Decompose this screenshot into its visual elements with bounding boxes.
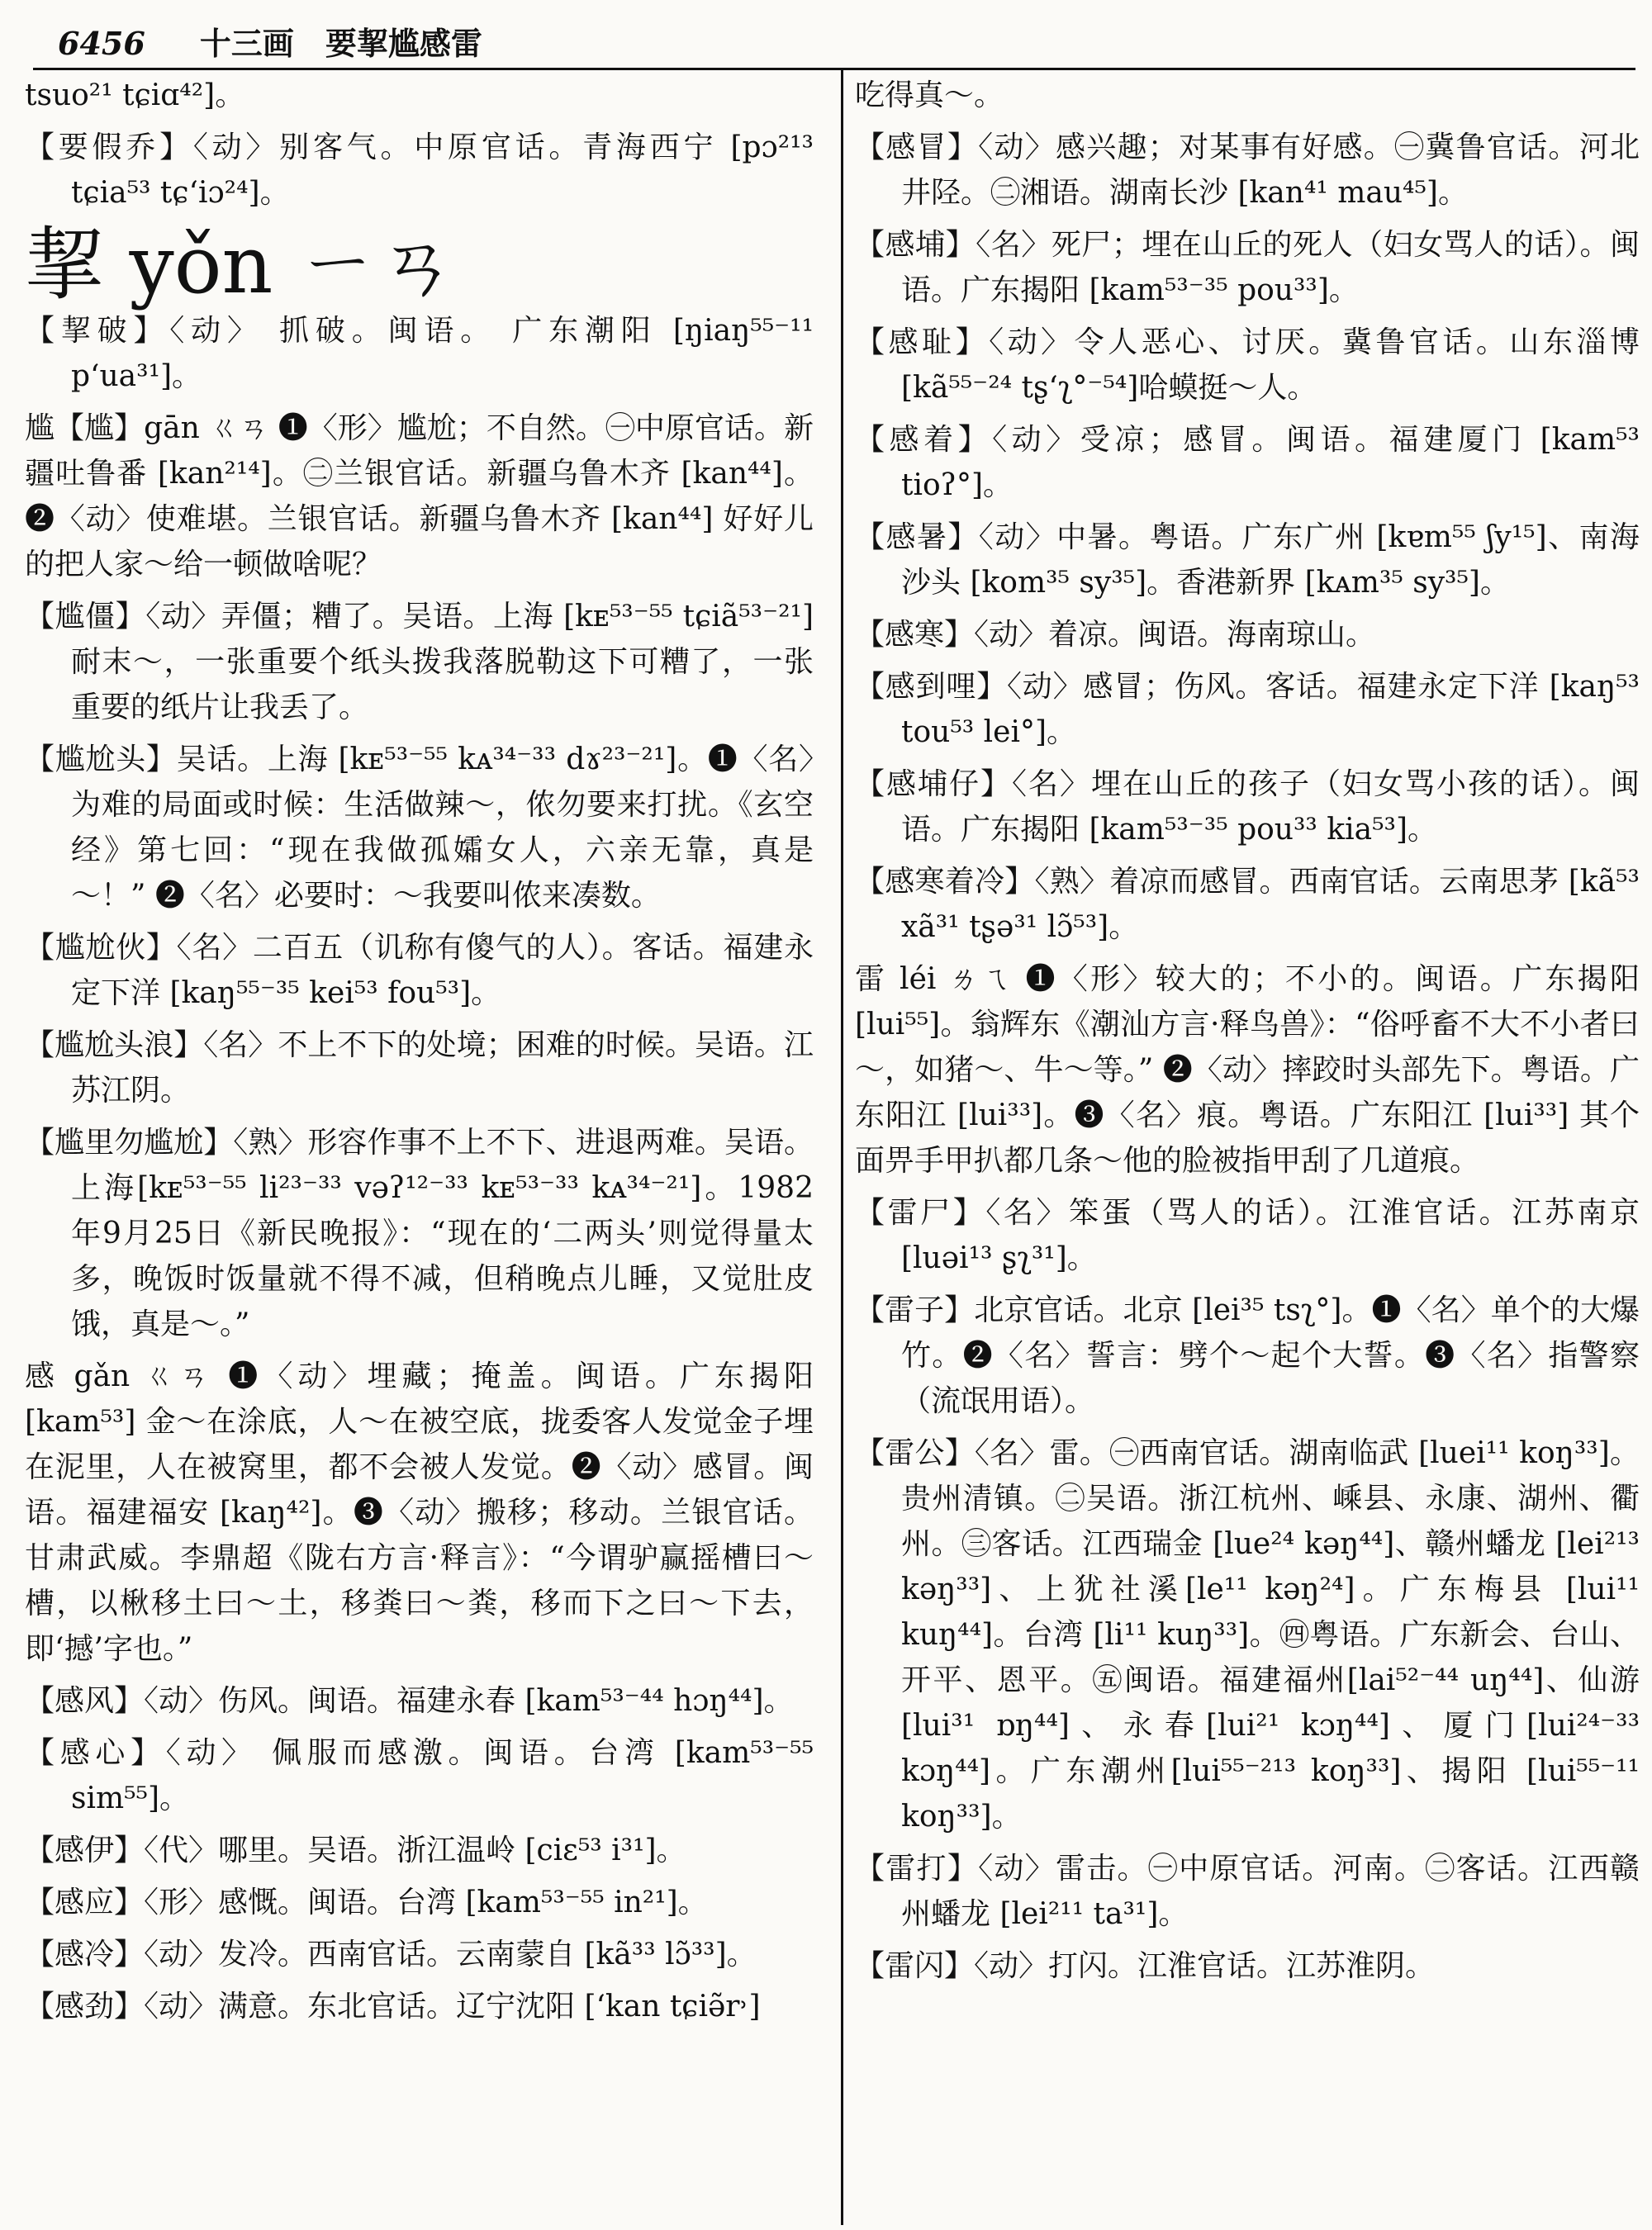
dictionary-entry: 【雷公】〈名〉雷。㊀西南官话。湖南临武 [luei¹¹ koŋ³³]。贵州清镇。㊁吴语。浙江杭州、嵊县、永康、湖州、衢州。㊂客话。江西瑞金 [lue²⁴ kəŋ⁴⁴]、赣州蟠龙 [lei²¹³ kəŋ³³]、上犹社溪[le¹¹ kəŋ²⁴]。广东梅县 [lui¹¹ kuŋ⁴⁴]。台湾 [li¹¹ kuŋ³³]。㊃粤语。广东新会、台山、开平、恩平。㊄闽语。福建福州[lai⁵²⁻⁴⁴ uŋ⁴⁴]、仙游[lui³¹ ɒŋ⁴⁴]、永春[lui²¹ kɔŋ⁴⁴]、厦门[lui²⁴⁻³³ kɔŋ⁴⁴]。广东潮州[lui⁵⁵⁻²¹³ koŋ³³]、揭阳 [lui⁵⁵⁻¹¹ koŋ³³]。 bbox=[855, 1436, 1640, 1834]
dictionary-entry: 【尴尬头浪】〈名〉不上不下的处境；困难的时候。吴语。江苏江阴。 bbox=[25, 1028, 814, 1108]
page-number: 6456 bbox=[58, 25, 145, 62]
dictionary-entry: 【雷子】北京官话。北京 [lei³⁵ tsʅ°]。❶〈名〉单个的大爆竹。❷〈名〉誓言：劈个～起个大誓。❸〈名〉指警察（流氓用语）。 bbox=[855, 1293, 1640, 1418]
dictionary-entry: 【感心】〈动〉 佩服而感激。闽语。台湾 [kam⁵³⁻⁵⁵ sim⁵⁵]。 bbox=[25, 1736, 814, 1815]
head-character-entry: 雷 léi ㄌㄟ ❶〈形〉较大的；不小的。闽语。广东揭阳 [lui⁵⁵]。翁辉东《潮汕方言·释鸟兽》：“俗呼畜不大不小者曰～，如猪～、牛～等。” ❷〈动〉摔跤时头部先下。粤语。广东阳江 [lui³³]。❸〈名〉痕。粤语。广东阳江 [lui³³] 其个面畀手甲扒都几条～他的脸被指甲刮了几道痕。 bbox=[855, 962, 1640, 1178]
dictionary-entry: 【雷打】〈动〉雷击。㊀中原官话。河南。㊁客话。江西赣州蟠龙 [lei²¹¹ ta³¹]。 bbox=[855, 1852, 1640, 1931]
dictionary-entry: 【感劲】〈动〉满意。东北官话。辽宁沈阳 [ʻkan tɕiə̃r˒] bbox=[25, 1990, 761, 2024]
left-column bbox=[25, 73, 814, 2220]
dictionary-entry: 【感暑】〈动〉中暑。粤语。广东广州 [kɐm⁵⁵ ʃy¹⁵]、南海沙头 [kom³⁵ sy³⁵]。香港新界 [kᴀm³⁵ sy³⁵]。 bbox=[855, 520, 1640, 600]
column-divider bbox=[841, 69, 843, 2225]
dictionary-entry: 【尴里勿尴尬】〈熟〉形容作事不上不下、进退两难。吴语。上海[kᴇ⁵³⁻⁵⁵ li²³⁻³³ vəʔ¹²⁻³³ kᴇ⁵³⁻³³ kᴀ³⁴⁻²¹]。1982年9月25日《新民晚报》：“现在的‘二两头’则觉得量太多，晚饭时饭量就不得不减，但稍晚点儿睡，又觉肚皮饿，真是～。” bbox=[25, 1126, 814, 1341]
dictionary-entry: 【感伊】〈代〉哪里。吴语。浙江温岭 [ciɛ⁵³ i³¹]。 bbox=[25, 1834, 686, 1867]
dictionary-entry: 【感着】〈动〉受凉；感冒。闽语。福建厦门 [kam⁵³ tioʔ°]。 bbox=[855, 423, 1640, 502]
page-header bbox=[58, 21, 1627, 66]
dictionary-entry: 【感到哩】〈动〉感冒；伤风。客话。福建永定下洋 [kaŋ⁵³ tou⁵³ lei°]。 bbox=[855, 670, 1640, 749]
dictionary-entry: 【雷闪】〈动〉打闪。江淮官话。江苏淮阴。 bbox=[855, 1949, 1436, 1983]
dictionary-entry: 【雷尸】〈名〉笨蛋（骂人的话）。江淮官话。江苏南京 [luəi¹³ ʂʅ³¹]。 bbox=[855, 1196, 1640, 1275]
dictionary-entry: 【感寒】〈动〉着凉。闽语。海南琼山。 bbox=[855, 618, 1376, 652]
dictionary-entry: 【尴僵】〈动〉弄僵；糟了。吴语。上海 [kᴇ⁵³⁻⁵⁵ tɕiã⁵³⁻²¹] 耐末～，一张重要个纸头拨我落脱勒这下可糟了，一张重要的纸片让我丢了。 bbox=[25, 600, 814, 724]
dictionary-entry: 【感应】〈形〉感慨。闽语。台湾 [kam⁵³⁻⁵⁵ in²¹]。 bbox=[25, 1886, 708, 1919]
dictionary-entry: 【感寒着冷】〈熟〉着凉而感冒。西南官话。云南思茅 [kã⁵³ xã³¹ tʂə³¹ lɔ̃⁵³]。 bbox=[855, 865, 1640, 944]
dictionary-entry: 【感冷】〈动〉发冷。西南官话。云南蒙自 [kã³³ lɔ̃³³]。 bbox=[25, 1938, 757, 1971]
header-rule bbox=[33, 68, 1635, 70]
dictionary-entry: 【感埔】〈名〉死尸；埋在山丘的死人（妇女骂人的话）。闽语。广东揭阳 [kam⁵³⁻³⁵ pou³³]。 bbox=[855, 228, 1640, 307]
dictionary-entry: 【尴尬伙】〈名〉二百五（讥称有傻气的人）。客话。福建永定下洋 [kaŋ⁵⁵⁻³⁵ kei⁵³ fou⁵³]。 bbox=[25, 931, 814, 1010]
head-character-entry: 尴【尴】gān ㄍㄢ ❶〈形〉尴尬；不自然。㊀中原官话。新疆吐鲁番 [kan²¹⁴]。㊁兰银官话。新疆乌鲁木齐 [kan⁴⁴]。❷〈动〉使难堪。兰银官话。新疆乌鲁木齐 [kan⁴⁴] 好好儿的把人家～给一顿做啥呢？ bbox=[25, 411, 814, 581]
continuation-text: tsuo²¹ tɕiɑ⁴²]。 bbox=[25, 78, 245, 112]
dictionary-entry: 【感风】〈动〉伤风。闽语。福建永春 [kam⁵³⁻⁴⁴ hɔŋ⁴⁴]。 bbox=[25, 1684, 794, 1718]
head-character-entry: 挈 yǒn ㄧㄢ bbox=[25, 219, 457, 311]
dictionary-entry: 【要假乔】〈动〉别客气。中原官话。青海西宁 [pɔ²¹³ tɕia⁵³ tɕʻiɔ²⁴]。 bbox=[25, 130, 814, 210]
header-title: 十三画 要挈尴感雷 bbox=[199, 25, 482, 62]
dictionary-entry: 【感埔仔】〈名〉埋在山丘的孩子（妇女骂小孩的话）。闽语。广东揭阳 [kam⁵³⁻³⁵ pou³³ kia⁵³]。 bbox=[855, 767, 1640, 847]
dictionary-entry: 【感冒】〈动〉感兴趣；对某事有好感。㊀冀鲁官话。河北井陉。㊁湘语。湖南长沙 [kan⁴¹ mau⁴⁵]。 bbox=[855, 130, 1640, 210]
head-character-entry: 感 gǎn ㄍㄢ ❶〈动〉埋藏；掩盖。闽语。广东揭阳 [kam⁵³] 金～在涂底，人～在被空底，拢委客人发觉金子埋在泥里，人在被窝里，都不会被人发觉。❷〈动〉感冒。闽语。福建福安 [kaŋ⁴²]。❸〈动〉搬移；移动。兰银官话。甘肃武威。李鼎超《陇右方言·释言》：“今谓驴赢摇槽曰～槽，以楸移土曰～土，移粪曰～粪，移而下之曰～下去，即‘撼’字也。” bbox=[25, 1359, 814, 1666]
dictionary-entry: 【挈破】〈动〉 抓破。闽语。 广东潮阳 [ŋiaŋ⁵⁵⁻¹¹ pʻua³¹]。 bbox=[25, 314, 814, 393]
dictionary-entry: 【尴尬头】吴话。上海 [kᴇ⁵³⁻⁵⁵ kᴀ³⁴⁻³³ dɤ²³⁻²¹]。❶〈名〉为难的局面或时候：生活做辣～，侬勿要来打扰。《玄空经》第七回：“现在我做孤孀女人，六亲无靠，真是～！” ❷〈名〉必要时：～我要叫侬来凑数。 bbox=[25, 743, 814, 913]
right-column bbox=[855, 73, 1640, 2220]
dictionary-entry: 【感耻】〈动〉令人恶心、讨厌。冀鲁官话。山东淄博 [kã⁵⁵⁻²⁴ tʂʻʅ°⁻⁵⁴]哈蟆挺～人。 bbox=[855, 325, 1640, 405]
continuation-text: 吃得真～。 bbox=[855, 78, 1004, 112]
